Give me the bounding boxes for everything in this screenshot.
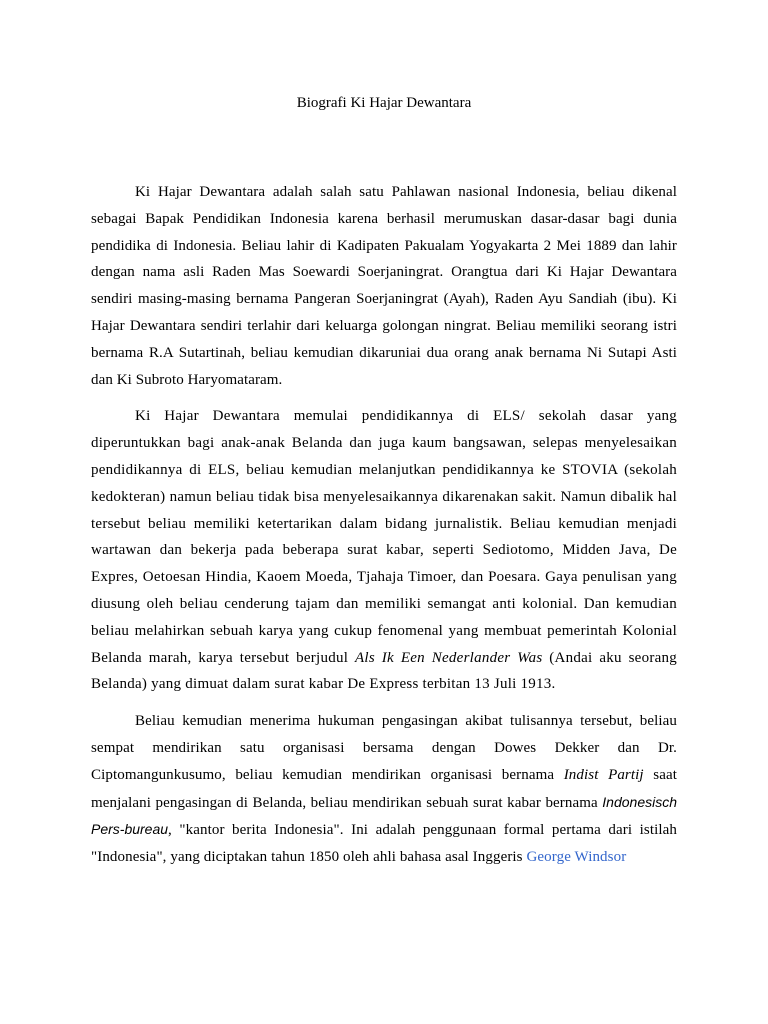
george-windsor-link[interactable]: George Windsor bbox=[526, 849, 627, 866]
paragraph-2-text-before: Ki Hajar Dewantara memulai pendidikannya di ELS/ sekolah dasar yang diperuntukkan bagi anak-anak Belanda dan juga kaum bangsawan, selepas menyelesaikan pendidikannya di ELS, beliau kemudian melanjutkan pendidikannya ke STOVIA (sekolah kedokteran) namun beliau tidak bisa menyelesaikannya dikarenakan sakit. Namun dibalik hal tersebut beliau memiliki ketertarikan dalam bidang jurnalistik. Beliau kemudian menjadi wartawan dan bekerja pada beberapa surat kabar, seperti Sediotomo, Midden Java, De Expres, Oetoesan Hindia, Kaoem Moeda, Tjahaja Timoer, dan Poesara. Gaya penulisan yang diusung oleh beliau cenderung tajam dan memiliki semangat anti kolonial. Dan kemudian beliau melahirkan sebuah karya yang cukup fenomenal yang membuat pemerintah Kolonial Belanda marah, karya tersebut berjudul bbox=[91, 408, 677, 666]
paragraph-3-text-after: , "kantor berita Indonesia". Ini adalah penggunaan formal pertama dari istilah "Indonesia", yang diciptakan tahun 1850 oleh ahli bahasa asal Inggeris bbox=[91, 822, 677, 866]
paragraph-3 bbox=[91, 708, 677, 871]
newspaper-name-italic: Indonesisch Pers-bureau bbox=[91, 793, 677, 838]
paragraph-2 bbox=[91, 403, 677, 698]
document-title: Biografi Ki Hajar Dewantara bbox=[296, 95, 472, 111]
organization-name-italic: Indist Partij bbox=[563, 766, 644, 783]
paragraph-3-text-mid: saat menjalani pengasingan di Belanda, beliau mendirikan sebuah surat kabar bernama bbox=[91, 766, 677, 811]
work-title-italic: Als Ik Een Nederlander Was bbox=[355, 649, 543, 666]
document-body bbox=[91, 179, 677, 881]
paragraph-3-text-before: Beliau kemudian menerima hukuman pengasingan akibat tulisannya tersebut, beliau sempat mendirikan satu organisasi bersama dengan Dowes Dekker dan Dr. Ciptomangunkusumo, beliau kemudian mendirikan organisasi bernama bbox=[91, 713, 677, 783]
paragraph-2-text-after: (Andai aku seorang Belanda) yang dimuat dalam surat kabar De Express terbitan 13 Juli 1913. bbox=[91, 649, 677, 693]
paragraph-1: Ki Hajar Dewantara adalah salah satu Pahlawan nasional Indonesia, beliau dikenal sebagai Bapak Pendidikan Indonesia karena berhasil merumuskan dasar-dasar bagi dunia pendidika di Indonesia. Beliau lahir di Kadipaten Pakualam Yogyakarta 2 Mei 1889 dan lahir dengan nama asli Raden Mas Soewardi Soerjaningrat. Orangtua dari Ki Hajar Dewantara sendiri masing-masing bernama Pangeran Soerjaningrat (Ayah), Raden Ayu Sandiah (ibu). Ki Hajar Dewantara sendiri terlahir dari keluarga golongan ningrat. Beliau memiliki seorang istri bernama R.A Sutartinah, beliau kemudian dikaruniai dua orang anak bernama Ni Sutapi Asti dan Ki Subroto Haryomataram. bbox=[91, 184, 677, 388]
